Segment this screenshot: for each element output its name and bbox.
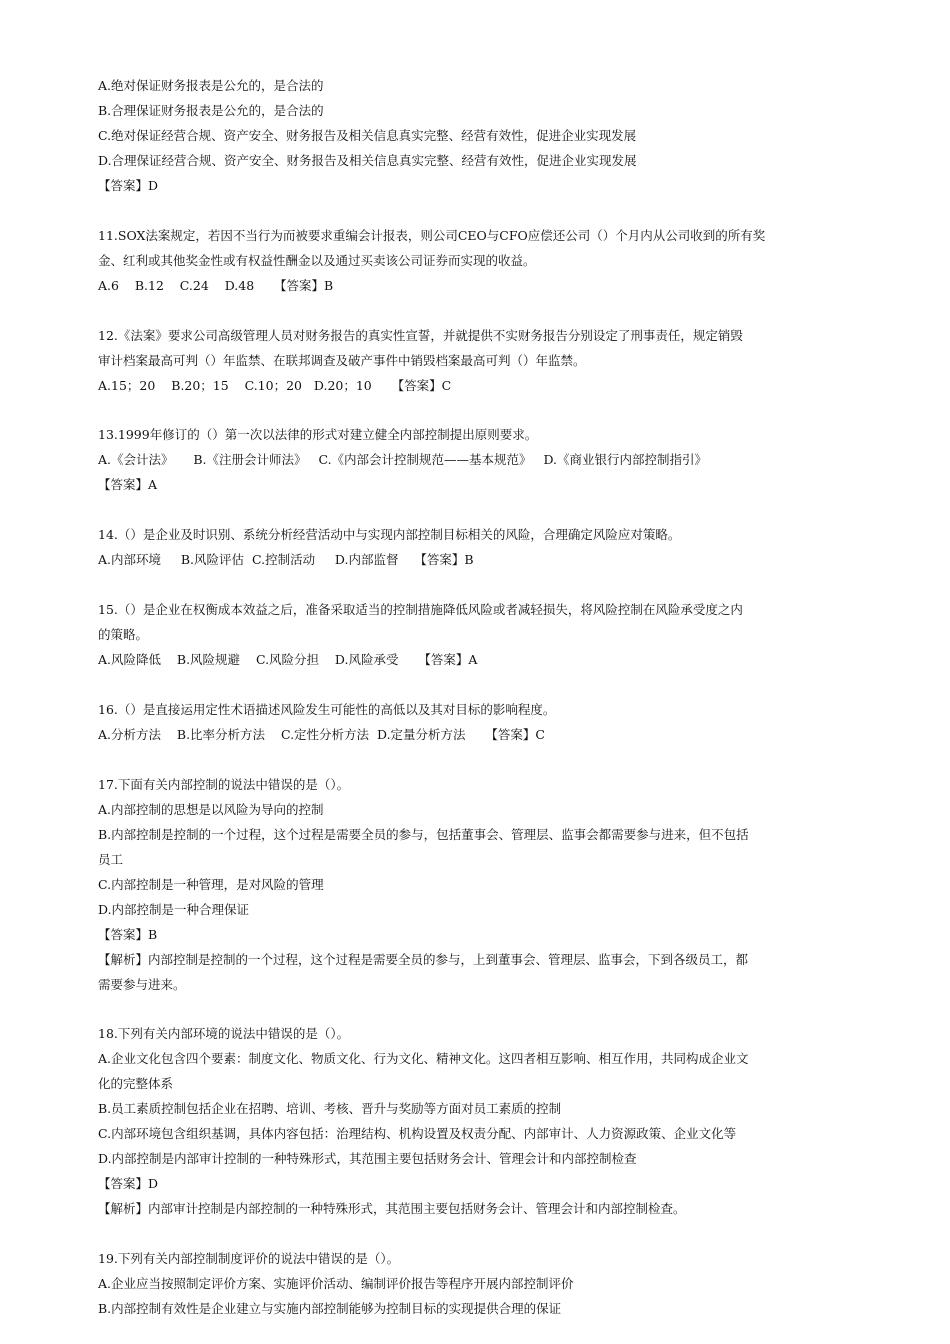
- text-line: A.风险降低 B.风险规避 C.风险分担 D.风险承受 【答案】A: [98, 651, 478, 667]
- text-line: 金、红利或其他奖金性或有权益性酬金以及通过买卖该公司证券而实现的收益。: [98, 252, 536, 268]
- text-line: 13.1999年修订的（）第一次以法律的形式对建立健全内部控制提出原则要求。: [98, 427, 538, 443]
- question-block: [98, 422, 858, 497]
- text-line: 需要参与进来。: [98, 976, 186, 992]
- text-line: A.绝对保证财务报表是公允的，是合法的: [98, 78, 324, 93]
- question-block: [98, 597, 858, 672]
- text-line: 化的完整体系: [98, 1076, 174, 1092]
- text-line: 审计档案最高可判（）年监禁、在联邦调查及破产事件中销毁档案最高可判（）年监禁。: [98, 352, 586, 368]
- text-line: D.内部控制是一种合理保证: [98, 901, 250, 917]
- text-line: 【答案】D: [98, 1176, 159, 1192]
- text-line: 17.下面有关内部控制的说法中错误的是（）。: [98, 776, 350, 792]
- text-line: 18.下列有关内部环境的说法中错误的是（）。: [98, 1026, 350, 1042]
- text-line: 14.（）是企业及时识别、系统分析经营活动中与实现内部控制目标相关的风险，合理确定风险应对策略。: [98, 527, 681, 543]
- text-line: C.内部环境包含组织基调，具体内容包括：治理结构、机构设置及权责分配、内部审计、人力资源政策、企业文化等: [98, 1126, 737, 1142]
- text-line: D.内部控制是内部审计控制的一种特殊形式，其范围主要包括财务会计、管理会计和内部控制检查: [98, 1151, 637, 1167]
- text-line: A.分析方法 B.比率分析方法 C.定性分析方法 D.定量分析方法 【答案】C: [98, 726, 545, 742]
- text-line: 的策略。: [98, 626, 149, 642]
- text-line: B.员工素质控制包括企业在招聘、培训、考核、晋升与奖励等方面对员工素质的控制: [98, 1101, 562, 1117]
- document-page: [98, 73, 858, 1321]
- text-line: 【答案】D: [98, 178, 159, 193]
- question-block: [98, 1021, 858, 1221]
- text-line: A.《会计法》 B.《注册会计师法》 C.《内部会计控制规范——基本规范》 D.《商业银行内部控制指引》: [98, 452, 708, 468]
- text-line: C.内部控制是一种管理，是对风险的管理: [98, 876, 324, 892]
- question-block: [98, 522, 858, 572]
- text-line: 11.SOX法案规定，若因不当行为而被要求重编会计报表，则公司CEO与CFO应偿还公司（）个月内从公司收到的所有奖: [98, 227, 766, 243]
- text-line: A.内部控制的思想是以风险为导向的控制: [98, 801, 324, 817]
- question-block: [98, 1246, 858, 1321]
- paragraph-gap: [98, 198, 858, 223]
- paragraph-gap: [98, 747, 858, 772]
- text-line: 员工: [98, 851, 124, 867]
- text-line: A.内部环境 B.风险评估 C.控制活动 D.内部监督 【答案】B: [98, 552, 474, 568]
- question-block: [98, 772, 858, 997]
- text-line: 16.（）是直接运用定性术语描述风险发生可能性的高低以及其对目标的影响程度。: [98, 701, 556, 717]
- text-line: 【解析】内部审计控制是内部控制的一种特殊形式，其范围主要包括财务会计、管理会计和内部控制检查。: [98, 1201, 686, 1217]
- paragraph-gap: [98, 997, 858, 1022]
- text-line: 19.下列有关内部控制制度评价的说法中错误的是（）。: [98, 1251, 400, 1267]
- question-block: [98, 323, 858, 398]
- text-line: A.6 B.12 C.24 D.48 【答案】B: [98, 277, 334, 293]
- text-line: C.绝对保证经营合规、资产安全、财务报告及相关信息真实完整、经营有效性，促进企业实现发展: [98, 128, 637, 143]
- text-line: 【答案】B: [98, 926, 158, 942]
- text-line: 【解析】内部控制是控制的一个过程，这个过程是需要全员的参与，上到董事会、管理层、监事会，下到各级员工，都: [98, 951, 749, 967]
- paragraph-gap: [98, 497, 858, 522]
- paragraph-gap: [98, 672, 858, 697]
- text-line: A.企业文化包含四个要素：制度文化、物质文化、行为文化、精神文化。这四者相互影响、相互作用，共同构成企业文: [98, 1051, 749, 1067]
- paragraph-gap: [98, 298, 858, 323]
- text-line: B.内部控制有效性是企业建立与实施内部控制能够为控制目标的实现提供合理的保证: [98, 1301, 562, 1317]
- text-line: 12.《法案》要求公司高级管理人员对财务报告的真实性宣誓，并就提供不实财务报告分别设定了刑事责任，规定销毁: [98, 327, 743, 343]
- text-line: A.15；20 B.20；15 C.10；20 D.20；10 【答案】C: [98, 377, 452, 393]
- question-block: [98, 697, 858, 747]
- paragraph-gap: [98, 1221, 858, 1246]
- text-line: D.合理保证经营合规、资产安全、财务报告及相关信息真实完整、经营有效性，促进企业实现发展: [98, 153, 637, 168]
- text-line: A.企业应当按照制定评价方案、实施评价活动、编制评价报告等程序开展内部控制评价: [98, 1276, 574, 1292]
- text-line: 【答案】A: [98, 477, 158, 493]
- text-line: 15.（）是企业在权衡成本效益之后，准备采取适当的控制措施降低风险或者减轻损失，将风险控制在风险承受度之内: [98, 601, 743, 617]
- text-line: B.合理保证财务报表是公允的，是合法的: [98, 103, 324, 118]
- question-block: [98, 223, 858, 298]
- paragraph-gap: [98, 398, 858, 423]
- paragraph-gap: [98, 572, 858, 597]
- text-line: B.内部控制是控制的一个过程，这个过程是需要全员的参与，包括董事会、管理层、监事会都需要参与进来，但不包括: [98, 826, 749, 842]
- question-block: [98, 73, 858, 198]
